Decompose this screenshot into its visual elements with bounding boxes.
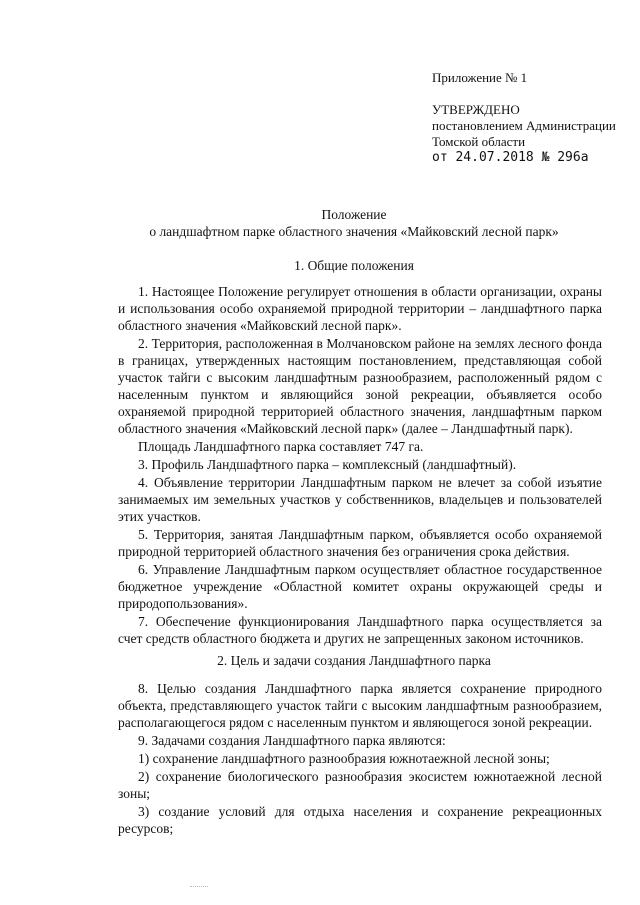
task-1: 1) сохранение ландшафтного разнообразия южнотаежной лесной зоны; — [138, 751, 550, 766]
decree-line-2: Томской области — [432, 134, 526, 149]
paragraph-6: 6. Управление Ландшафтным парком осуществляет областное государственное бюджетное учреждение «Областной комитет охраны окружающей среды и природопользования». — [118, 562, 602, 611]
title-line-2: о ландшафтном парке областного значения «Майковский лесной парк» — [149, 224, 559, 239]
decree-line-1: постановлением Администрации — [432, 118, 616, 133]
section-2-body — [118, 680, 602, 837]
paragraph-9: 9. Задачами создания Ландшафтного парка являются: — [138, 733, 446, 748]
paragraph-5: 5. Территория, занятая Ландшафтным парком, объявляется особо охраняемой природной территорией областного значения без ограничения срока действия. — [118, 527, 602, 559]
paragraph-4: 4. Объявление территории Ландшафтным парком не влечет за собой изъятие занимаемых им земельных участков у собственников, владельцев и пользователей этих участков. — [118, 475, 602, 524]
paragraph-8: 8. Целью создания Ландшафтного парка является сохранение природного объекта, представляющего участок тайги с высоким ландшафтным разнообразием, располагающегося рядом с населенным пунктом и являющегося зоной рекреации. — [118, 681, 602, 730]
section-1-body — [118, 283, 602, 647]
scan-artifact — [190, 886, 208, 889]
decree-date: от 24.07.2018 № 296а — [432, 150, 589, 165]
approved-label: УТВЕРЖДЕНО — [432, 102, 520, 117]
approval-block — [432, 70, 632, 166]
section-2-heading: 2. Цель и задачи создания Ландшафтного парка — [217, 653, 491, 668]
paragraph-3: 3. Профиль Ландшафтного парка – комплексный (ландшафтный). — [138, 457, 517, 472]
title-line-1: Положение — [321, 207, 387, 222]
task-3: 3) создание условий для отдыха населения и сохранение рекреационных ресурсов; — [118, 804, 602, 836]
paragraph-area: Площадь Ландшафтного парка составляет 747 га. — [138, 439, 424, 454]
paragraph-7: 7. Обеспечение функционирования Ландшафтного парка осуществляется за счет средств областного бюджета и других не запрещенных законом источников. — [118, 614, 602, 646]
document-title — [118, 206, 590, 240]
paragraph-2: 2. Территория, расположенная в Молчановском районе на землях лесного фонда в границах, утвержденных настоящим постановлением, представляющая собой участок тайги с высоким ландшафтным разнообразием, расположенный рядом с населенным пунктом и являющийся зоной рекреации, объявляется особо охраняемой природной территорией областного значения, ландшафтным парком областного значения «Майковский лесной парк» (далее – Ландшафтный парк). — [118, 336, 602, 436]
task-2: 2) сохранение биологического разнообразия экосистем южнотаежной лесной зоны; — [118, 769, 602, 801]
paragraph-1: 1. Настоящее Положение регулирует отношения в области организации, охраны и использования особо охраняемой природной территории – ландшафтного парка областного значения «Майковский лесной парк». — [118, 284, 602, 333]
section-1-heading: 1. Общие положения — [294, 258, 414, 273]
appendix-label: Приложение № 1 — [432, 70, 528, 85]
spacer — [432, 86, 632, 102]
